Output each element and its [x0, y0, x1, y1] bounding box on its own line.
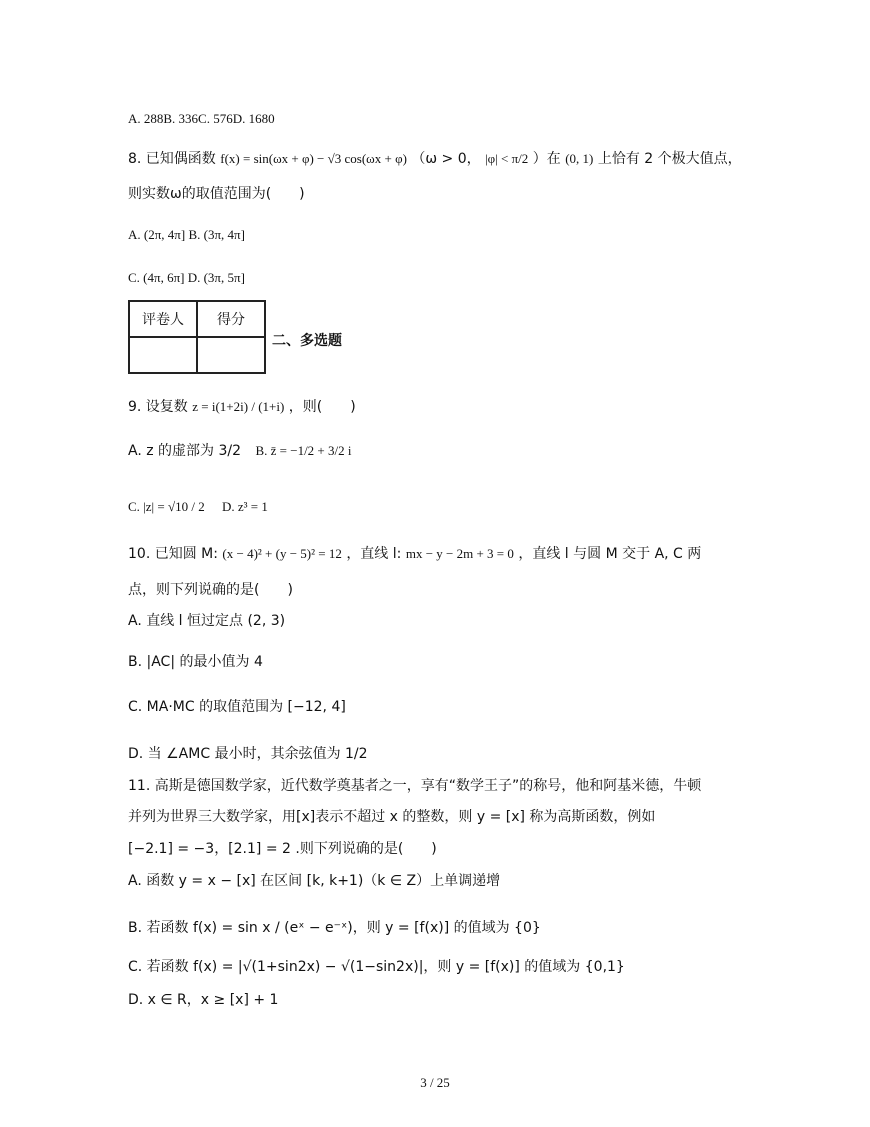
- q10-line-label: ，直线 l:: [346, 546, 402, 562]
- q8-option-b[interactable]: B. (3π, 4π]: [188, 227, 245, 242]
- q10-line-tail: ，直线 l 与圆 M 交于 A, C 两: [518, 546, 702, 562]
- q8-options-cd: [128, 271, 245, 284]
- question-10-line-1: [128, 547, 701, 561]
- q9-tail: ，则( ): [288, 399, 356, 415]
- q9-options-ab: [128, 444, 352, 458]
- q8-option-c[interactable]: C. (4π, 6π]: [128, 270, 185, 285]
- q9-option-b[interactable]: B. z̄ = −1/2 + 3/2 i: [255, 443, 352, 458]
- score-table-score-cell[interactable]: [197, 337, 265, 373]
- page-number: 3 / 25: [420, 1075, 450, 1090]
- q10-option-a[interactable]: A. 直线 l 恒过定点 (2, 3): [128, 613, 286, 629]
- q9-z-definition: z = i(1+2i) / (1+i): [192, 399, 285, 414]
- score-table-header-score: 得分: [197, 301, 265, 337]
- q9-options-cd: [128, 500, 268, 513]
- q10-option-d[interactable]: D. 当 ∠AMC 最小时，其余弦值为 1/2: [128, 746, 368, 762]
- q11-option-a[interactable]: A. 函数 y = x − [x] 在区间 [k, k+1)（k ∈ Z）上单调递增: [128, 873, 501, 889]
- q9-option-d[interactable]: D. z³ = 1: [221, 499, 268, 514]
- q8-intro: 8. 已知偶函数: [128, 151, 216, 167]
- q8-interval: (0, 1): [565, 151, 594, 166]
- q11-option-b[interactable]: B. 若函数 f(x) = sin x / (eˣ − e⁻ˣ)，则 y = [f(x)] 的值域为 {0}: [128, 920, 541, 936]
- q8-cond3: ）在: [532, 151, 561, 167]
- q10-option-b[interactable]: B. |AC| 的最小值为 4: [128, 654, 263, 670]
- score-table-header-grader: 评卷人: [129, 301, 197, 337]
- q8-function: f(x) = sin(ωx + φ) − √3 cos(ωx + φ): [220, 151, 407, 166]
- question-9-stem: [128, 400, 356, 414]
- prev-question-options: A. 288B. 336C. 576D. 1680: [128, 111, 275, 126]
- q10-lead: 10. 已知圆 M:: [128, 546, 218, 562]
- q8-option-a[interactable]: A. (2π, 4π]: [128, 227, 186, 242]
- question-10-line-2: 点，则下列说确的是( ): [128, 582, 293, 598]
- question-11-line-2: 并列为世界三大数学家，用[x]表示不超过 x 的整数，则 y = [x] 称为高斯函数，例如: [128, 809, 656, 825]
- q10-line-equation: mx − y − 2m + 3 = 0: [405, 546, 514, 561]
- q8-cond2: |φ| < π/2: [485, 151, 529, 166]
- q11-option-d[interactable]: D. x ∈ R，x ≥ [x] + 1: [128, 992, 279, 1008]
- q10-option-c[interactable]: C. MA·MC 的取值范围为 [−12, 4]: [128, 699, 346, 715]
- q11-option-c[interactable]: C. 若函数 f(x) = |√(1+sin2x) − √(1−sin2x)|，则 y = [f(x)] 的值域为 {0,1}: [128, 959, 625, 975]
- q10-circle-equation: (x − 4)² + (y − 5)² = 12: [222, 546, 342, 561]
- score-table-grader-cell[interactable]: [129, 337, 197, 373]
- section-title: 二、多选题: [272, 333, 342, 349]
- q9-lead: 9. 设复数: [128, 399, 188, 415]
- question-8-line-2: 则实数ω的取值范围为( ): [128, 186, 305, 202]
- score-table: [128, 300, 266, 374]
- q8-cond1: （ω > 0，: [411, 151, 481, 167]
- question-8-line-1: [128, 152, 742, 166]
- q8-option-d[interactable]: D. (3π, 5π]: [187, 270, 245, 285]
- question-11-line-1: 11. 高斯是德国数学家，近代数学奠基者之一，享有“数学王子”的称号，他和阿基米德，牛顿: [128, 778, 702, 794]
- question-11-line-3: [−2.1] = −3，[2.1] = 2 .则下列说确的是( ): [128, 841, 437, 857]
- q9-option-a[interactable]: A. z 的虚部为 3/2: [128, 443, 242, 459]
- q8-tail: 上恰有 2 个极大值点，: [597, 151, 742, 167]
- q8-options-ab: [128, 228, 245, 241]
- q9-option-c[interactable]: C. |z| = √10 / 2: [128, 499, 205, 514]
